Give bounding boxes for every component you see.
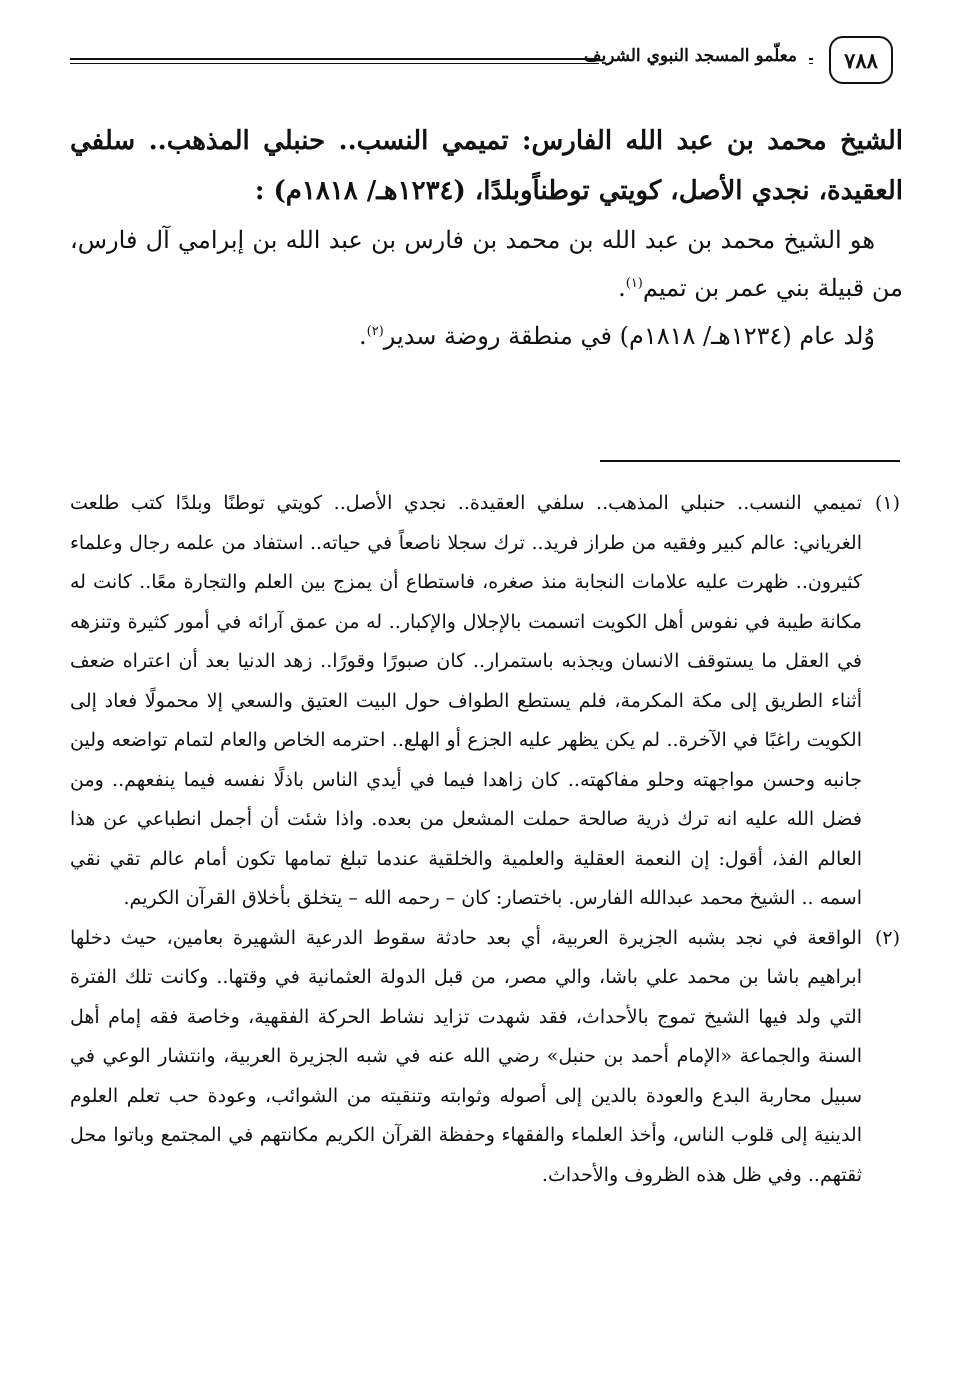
footnote-ref-1: (١) bbox=[625, 276, 643, 291]
footnote-text: تميمي النسب.. حنبلي المذهب.. سلفي العقيدة.. نجدي الأصل.. كويتي توطنًا وبلدًا كتب طلعت الغرياني: عالم كبير وفقيه من طراز فريد.. ترك سجلا ناصعاً في حياته.. استفاد من علمه رجال وعلماء كثيرون.. ظهرت عليه علامات النجابة منذ صغره، فاستطاع أن يمزج بين العلم والتجارة معًا.. كانت له مكانة طيبة في نفوس أهل الكويت اتسمت بالإجلال والإكبار.. له من عمق آرائه في أمور كثيرة وتنزهه في العقل ما يستوقف الانسان ويجذبه باستمرار.. كان صبورًا وقورًا.. زهد الدنيا بعد أن اعتراه ضعف أثناء الطريق إلى مكة المكرمة، فلم يستطع الطواف حول البيت العتيق والسعي إلا محمولًا فعاد إلى الكويت راغبًا في الآخرة.. لم يكن يظهر عليه الجزع أو الهلع.. احترمه الخاص والعام لتمام تواضعه ولين جانبه وحسن مواجهته وحلو مفاكهته.. كان زاهدا فيما في أيدي الناس باذلًا نفسه فيما ينفعهم.. ومن فضل الله عليه انه ترك ذرية صالحة حملت المشعل من بعده. واذا شئت أن أجمل انطباعي عن هذا العالم الفذ، أقول: إن النعمة العقلية والعلمية والخلقية عندما تبلغ تمامها تكون أمام عالم تقي نقي اسمه .. الشيخ محمد عبدالله الفارس. باختصار: كان – رحمه الله – يتخلق بأخلاق القرآن الكريم. bbox=[70, 492, 862, 909]
main-text bbox=[70, 116, 903, 360]
page-header bbox=[70, 36, 893, 86]
section-heading: الشيخ محمد بن عبد الله الفارس: تميمي النسب.. حنبلي المذهب.. سلفي العقيدة، نجدي الأصل، كويتي توطناًوبلدًا، (١٢٣٤هـ/ ١٨١٨م) : bbox=[70, 126, 903, 206]
birth-text: وُلد عام (١٢٣٤هـ/ ١٨١٨م) في منطقة روضة سدير bbox=[383, 322, 875, 350]
footnote-text: الواقعة في نجد بشبه الجزيرة العربية، أي بعد حادثة سقوط الدرعية الشهيرة بعامين، حيث دخلها ابراهيم باشا بن محمد علي باشا، والي مصر، من قبل الدولة العثمانية في وقتها.. وكانت تلك الفترة التي ولد فيها الشيخ تموج بالأحداث، فقد شهدت تزايد نشاط الحركة الفقهية، وخاصة فقه إمام أهل السنة والجماعة «الإمام أحمد بن حنبل» رضي الله عنه في شبه الجزيرة العربية، وانتشار الوعي في سبيل محاربة البدع والعودة بالدين إلى أصوله وثوابته وتنقيته من الشوائب، وعودة حب تعلم العلوم الدينية إلى قلوب الناس، وأخذ العلماء والفقهاء وحفظة القرآن الكريم مكانتهم في المجتمع وباتوا محل ثقتهم.. وفي ظل هذه الظروف والأحداث. bbox=[70, 926, 862, 1186]
running-title: معلّمو المسجد النبوي الشريف bbox=[583, 46, 797, 66]
footnote-ref-2: (٢) bbox=[366, 324, 384, 339]
footnote-1 bbox=[70, 484, 900, 919]
footnotes bbox=[70, 484, 900, 1195]
biography-paragraph: هو الشيخ محمد بن عبد الله بن محمد بن فارس بن عبد الله بن إبرامي آل فارس، من قبيلة بني عمر بن تميم$^{(١)}$. bbox=[70, 226, 903, 302]
birth-paragraph: وُلد عام (١٢٣٤هـ/ ١٨١٨م) في منطقة روضة سدير$^{(٢)}$. bbox=[359, 322, 875, 350]
biography-text: هو الشيخ محمد بن عبد الله بن محمد بن فارس بن عبد الله بن إبرامي آل فارس، من قبيلة بني عمر بن تميم bbox=[70, 226, 903, 302]
footnote-2 bbox=[70, 919, 900, 1196]
footnote-number: (٢) bbox=[874, 926, 900, 949]
footnote-number: (١) bbox=[874, 492, 900, 514]
page-number: ٧٨٨ bbox=[829, 36, 893, 84]
footnote-separator bbox=[600, 460, 900, 462]
